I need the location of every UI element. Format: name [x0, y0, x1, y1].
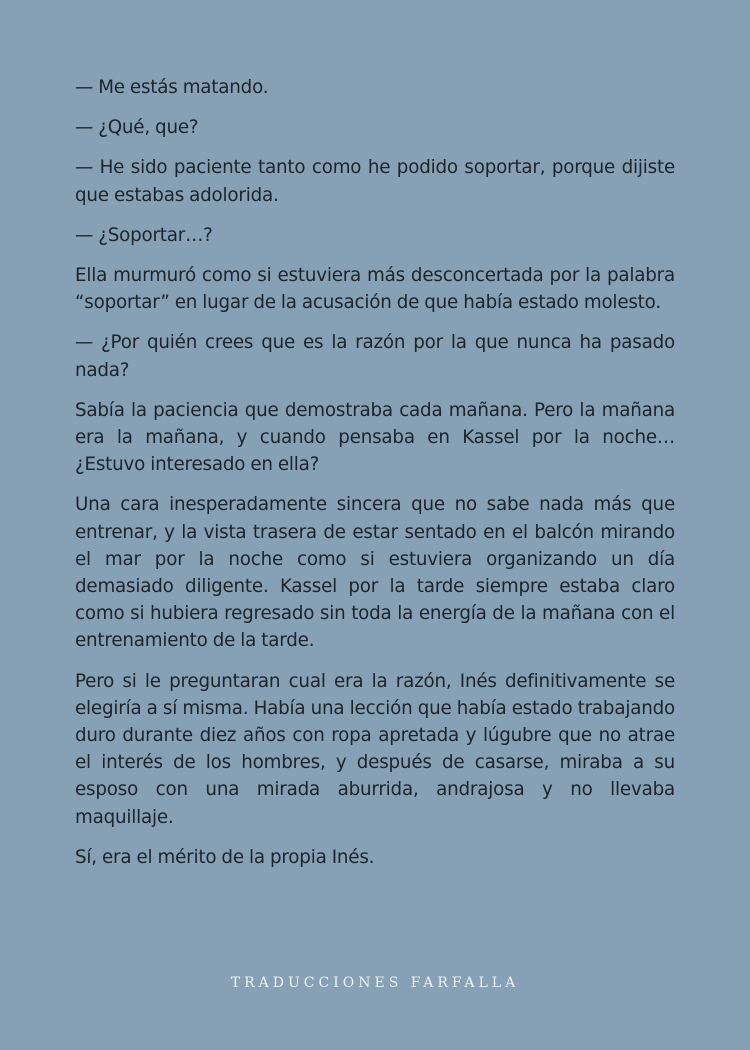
- paragraph-2: — ¿Qué, que?: [75, 117, 199, 139]
- paragraph-10: Sí, era el mérito de la propia Inés.: [75, 846, 375, 868]
- footer-credit: TRADUCCIONES FARFALLA: [230, 975, 520, 991]
- paragraph-6: — ¿Por quién crees que es la razón por la que nunca ha pasado nada?: [75, 332, 675, 381]
- paragraph-3: — He sido paciente tanto como he podido soportar, porque dijiste que estabas adolorida.: [75, 157, 675, 206]
- paragraph-1: — Me estás matando.: [75, 77, 269, 98]
- paragraph-4: — ¿Soportar…?: [75, 224, 213, 246]
- paragraph-5: Ella murmuró como si estuviera más desconcertada por la palabra “soportar” en lugar de la acusación de que había estado molesto.: [75, 265, 675, 314]
- paragraph-7: Sabía la paciencia que demostraba cada mañana. Pero la mañana era la mañana, y cuando pensaba en Kassel por la noche… ¿Estuvo interesado en ella?: [75, 399, 675, 476]
- page-body: [75, 74, 675, 884]
- paragraph-8: Una cara inesperadamente sincera que no sabe nada más que entrenar, y la vista trasera de estar sentado en el balcón mirando el mar por la noche como si estuviera organizando un día demasiado diligente. Kassel por la tarde siempre estaba claro como si hubiera regresado sin toda la energía de la mañana con el entrenamiento de la tarde.: [75, 494, 675, 652]
- paragraph-9: Pero si le preguntaran cual era la razón, Inés definitivamente se elegiría a sí misma. Había una lección que había estado trabajando duro durante diez años con ropa apretada y lúgubre que no atrae el interés de los hombres, y después de casarse, miraba a su esposo con una mirada aburrida, andrajosa y no llevaba maquillaje.: [75, 670, 675, 828]
